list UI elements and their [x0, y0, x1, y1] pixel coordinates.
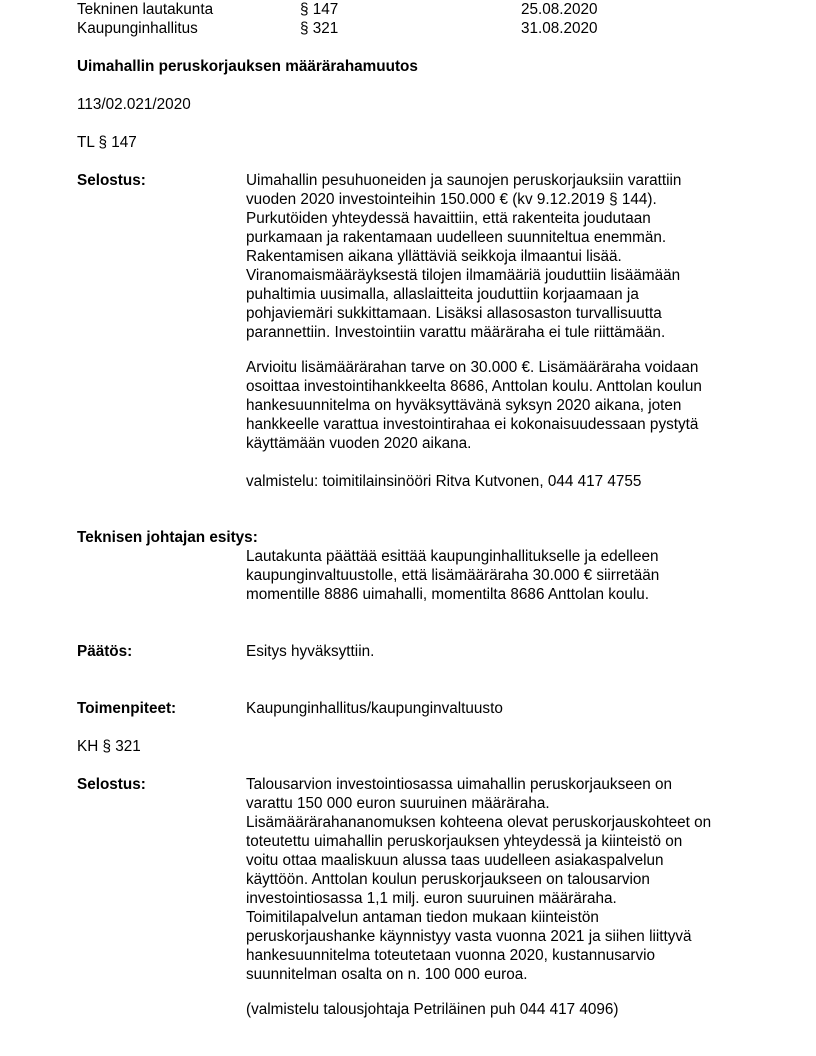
text-line: Toimitilapalvelun antaman tiedon mukaan kiinteistön	[246, 909, 599, 926]
text-line: hankesuunnitelma on hyväksyttävänä syksyn 2020 aikana, joten	[246, 397, 682, 414]
text-line: Arvioitu lisämäärärahan tarve on 30.000 €. Lisämääräraha voidaan	[246, 359, 699, 376]
text-line: käyttöön. Anttolan koulun peruskorjaukseen on talousarvion	[246, 871, 650, 888]
text-line: varattu 150 000 euron suuruinen määräraha.	[246, 795, 550, 812]
text-line: puhaltimia uusimalla, allaslaitteita jouduttiin korjaamaan ja	[246, 286, 639, 303]
selostus-paragraph-3	[246, 775, 766, 984]
selostus-paragraph-1	[246, 171, 766, 342]
text-line: hankesuunnitelma toteutetaan vuonna 2020, kustannusarvio	[246, 947, 656, 964]
header-row-date: 31.08.2020	[521, 20, 598, 37]
text-line: purkamaan ja rakentamaan uudelleen suunniteltua enemmän.	[246, 229, 667, 246]
text-line: peruskorjaushanke käynnistyy vasta vuonna 2021 ja siihen liittyvä	[246, 928, 692, 945]
text-line: hankkeelle varattua investointirahaa ei kokonaisuudessaan pystytä	[246, 416, 699, 433]
text-line: Uimahallin pesuhuoneiden ja saunojen peruskorjauksiin varattiin	[246, 172, 682, 189]
text-line: suunnitelman osalta on n. 100 000 euroa.	[246, 966, 528, 983]
text-line: Lisämäärärahananomuksen kohteena olevat peruskorjauskohteet on	[246, 814, 712, 831]
header-row-section: § 147	[300, 1, 339, 18]
header-row-body: Tekninen lautakunta	[77, 1, 214, 18]
text-line: käyttämään vuoden 2020 aikana.	[246, 435, 472, 452]
actions-text: Kaupunginhallitus/kaupunginvaltuusto	[246, 700, 503, 717]
document-title: Uimahallin peruskorjauksen määrärahamuutos	[77, 58, 418, 75]
header-row-body: Kaupunginhallitus	[77, 20, 198, 37]
selostus-paragraph-2	[246, 358, 766, 453]
proposal-text	[246, 547, 766, 604]
text-line: Viranomaismääräyksestä tilojen ilmamääriä jouduttiin lisäämään	[246, 267, 681, 284]
text-line: osoittaa investointihankkeelta 8686, Anttolan koulu. Anttolan koulun	[246, 378, 702, 395]
decision-text: Esitys hyväksyttiin.	[246, 643, 375, 660]
text-line: parannettiin. Investointiin varattu määräraha ei tule riittämään.	[246, 324, 666, 341]
tl-section: TL § 147	[77, 134, 137, 151]
kh-section: KH § 321	[77, 738, 141, 755]
text-line: voitu ottaa maaliskuun alussa taas uudelleen asiakaspalvelun	[246, 852, 664, 869]
selostus-label: Selostus:	[77, 172, 146, 189]
text-line: kaupunginvaltuustolle, että lisämääräraha 30.000 € siirretään	[246, 567, 660, 584]
text-line: Purkutöiden yhteydessä havaittiin, että rakenteita joudutaan	[246, 210, 651, 227]
selostus-label: Selostus:	[77, 776, 146, 793]
text-line: momentille 8886 uimahalli, momentilta 8686 Anttolan koulu.	[246, 586, 650, 603]
preparer-note: valmistelu: toimitilainsinööri Ritva Kutvonen, 044 417 4755	[246, 473, 642, 490]
reference-number: 113/02.021/2020	[77, 96, 191, 113]
text-line: pohjaviemäri sukkittamaan. Lisäksi allasosaston turvallisuutta	[246, 305, 662, 322]
text-line: Talousarvion investointiosassa uimahallin peruskorjaukseen on	[246, 776, 673, 793]
header-row-date: 25.08.2020	[521, 1, 598, 18]
decision-label: Päätös:	[77, 643, 133, 660]
actions-label: Toimenpiteet:	[77, 700, 177, 717]
text-line: vuoden 2020 investointeihin 150.000 € (kv 9.12.2019 § 144).	[246, 191, 657, 208]
text-line: toteutettu uimahallin peruskorjauksen yhteydessä ja kiinteistö on	[246, 833, 683, 850]
proposal-label: Teknisen johtajan esitys:	[77, 529, 258, 546]
text-line: Lautakunta päättää esittää kaupunginhallitukselle ja edelleen	[246, 548, 659, 565]
text-line: Rakentamisen aikana yllättäviä seikkoja ilmaantui lisää.	[246, 248, 622, 265]
header-row-section: § 321	[300, 20, 339, 37]
text-line: investointiosassa 1,1 milj. euron suuruinen määräraha.	[246, 890, 617, 907]
preparer-note: (valmistelu talousjohtaja Petriläinen puh 044 417 4096)	[246, 1001, 619, 1018]
